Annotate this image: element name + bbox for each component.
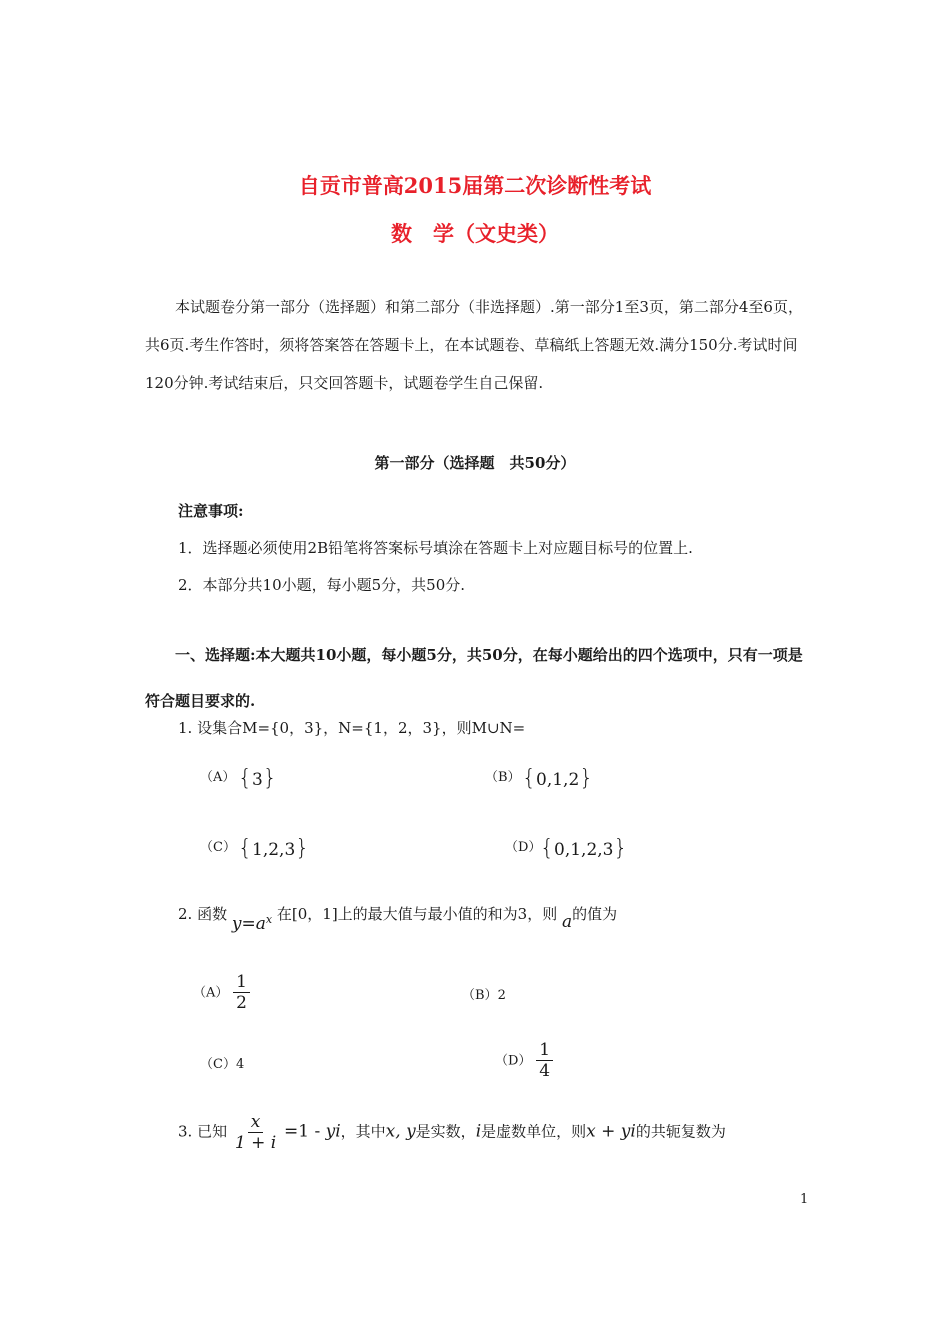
q1-option-b-value: {0,1,2} <box>522 766 594 791</box>
q3-stem: 3. 已知 $\frac{x}{1 + i}$ =1 - yi，其中x, y是实数，i是虚数单位，则x + yi的共轭复数为 <box>178 1112 726 1153</box>
page-number: 1 <box>800 1192 809 1207</box>
part1-heading: 第一部分（选择题 共50分） <box>374 454 576 472</box>
exam-title: 自贡市普高2015届第二次诊断性考试 <box>298 173 652 198</box>
q1-option-c-label: （C） <box>200 840 236 855</box>
section1-heading: 一、选择题:本大题共10小题，每小题5分，共50分，在每小题给出的四个选项中，只有一项是符合题目要求的. <box>145 646 803 710</box>
notes-heading: 注意事项: <box>178 502 244 520</box>
q2-option-a: （A） $\frac{1}{2}$ <box>193 972 250 1013</box>
exam-subtitle: 数 学（文史类） <box>391 221 559 246</box>
q1-stem: 1. 设集合M={0，3}，N={1，2，3}，则M∪N= <box>178 719 526 737</box>
notes-item-1: 1．选择题必须使用2B铅笔将答案标号填涂在答题卡上对应题目标号的位置上. <box>178 539 693 557</box>
q1-option-a-value: {3} <box>238 766 277 791</box>
notes-item-2: 2．本部分共10小题，每小题5分，共50分. <box>178 576 466 594</box>
q1-option-d-value: {0,1,2,3} <box>540 836 628 861</box>
q1-option-c-value: {1,2,3} <box>238 836 310 861</box>
q1-option-b-label: （B） <box>485 770 521 785</box>
q2-option-b: （B）2 <box>462 988 506 1003</box>
q2-option-d: （D） $\frac{1}{4}$ <box>495 1040 553 1081</box>
q1-option-d-label: （D） <box>505 840 542 855</box>
q2-option-c: （C）4 <box>200 1057 245 1072</box>
q2-stem: 2. 函数 $y=a^x$ 在[0，1]上的最大值与最小值的和为3，则 a的值为 <box>178 905 618 934</box>
intro-paragraph: 本试题卷分第一部分（选择题）和第二部分（非选择题）.第一部分1至3页，第二部分4至6页，共6页.考生作答时，须将答案答在答题卡上，在本试题卷、草稿纸上答题无效.满分150分.考试时间120分钟.考试结束后，只交回答题卡，试题卷学生自己保留. <box>145 298 803 392</box>
q1-option-a-label: （A） <box>200 770 236 785</box>
